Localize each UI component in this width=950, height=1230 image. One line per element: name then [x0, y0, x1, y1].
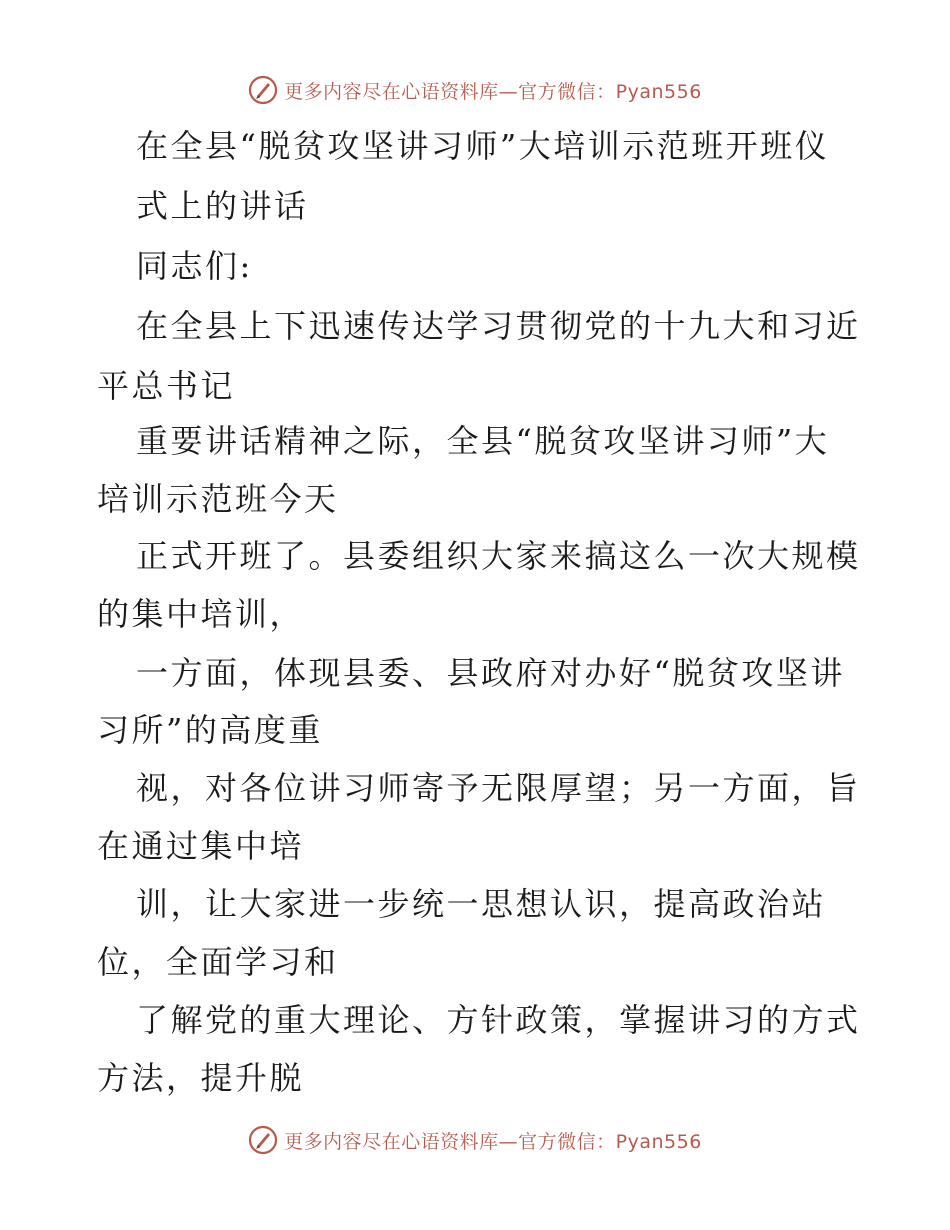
watermark-text: 更多内容尽在心语资料库—官方微信：Pyan556	[284, 1130, 702, 1153]
document-title-line-1: 在全县“脱贫攻坚讲习师”大培训示范班开班仪	[136, 127, 830, 165]
quill-pen-logo-icon	[248, 75, 278, 105]
paragraph-line: 正式开班了。县委组织大家来搞这么一次大规模	[136, 537, 861, 575]
paragraph-line: 培训示范班今天	[97, 480, 339, 518]
quill-pen-logo-icon	[248, 1125, 278, 1155]
paragraph-line: 了解党的重大理论、方针政策，掌握讲习的方式	[136, 1001, 861, 1039]
watermark-text: 更多内容尽在心语资料库—官方微信：Pyan556	[284, 80, 702, 103]
document-title-line-2: 式上的讲话	[136, 187, 309, 225]
paragraph-line: 视，对各位讲习师寄予无限厚望；另一方面，旨	[136, 769, 861, 807]
paragraph-line: 位，全面学习和	[97, 943, 339, 981]
paragraph-line: 重要讲话精神之际，全县“脱贫攻坚讲习师”大	[136, 422, 830, 460]
footer-watermark	[0, 1120, 950, 1160]
paragraph-line: 在全县上下迅速传达学习贯彻党的十九大和习近	[136, 307, 861, 345]
paragraph-line: 方法，提升脱	[97, 1059, 305, 1097]
paragraph-line: 习所”的高度重	[97, 711, 323, 749]
paragraph-line: 的集中培训，	[97, 595, 305, 633]
header-watermark	[0, 70, 950, 110]
paragraph-line: 在通过集中培	[97, 827, 305, 865]
paragraph-line: 平总书记	[97, 367, 236, 405]
paragraph-line: 一方面，体现县委、县政府对办好“脱贫攻坚讲	[136, 654, 845, 692]
salutation: 同志们:	[136, 247, 253, 285]
paragraph-line: 训，让大家进一步统一思想认识，提高政治站	[136, 885, 827, 923]
